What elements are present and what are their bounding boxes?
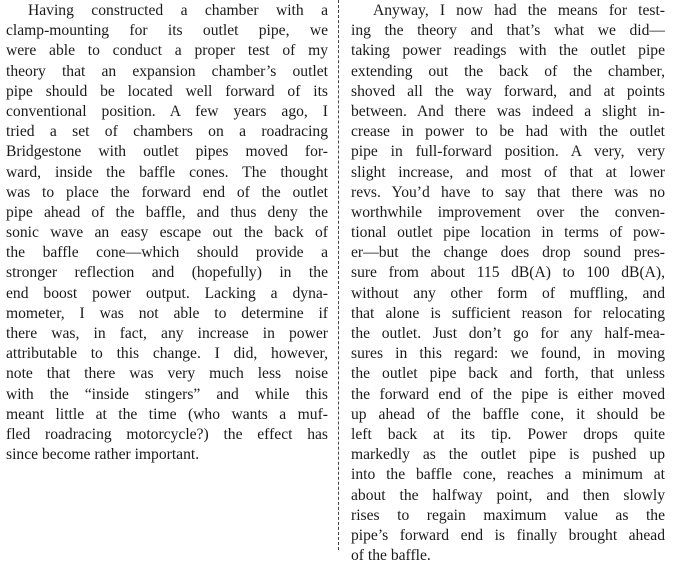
- text-line: between. And there was indeed a slight in-: [351, 102, 665, 120]
- text-line: the outlet. Just don’t go for any half-mea-: [351, 325, 665, 342]
- text-line: the forward end of the pipe is either moved: [351, 385, 665, 403]
- text-line: with the “inside stingers” and while this: [6, 385, 328, 403]
- text-line: pipe ahead of the baffle, and thus deny the: [6, 203, 328, 221]
- text-line: clamp-mounting for its outlet pipe, we: [6, 22, 328, 40]
- text-line: sonic wave an easy escape out the back of: [6, 224, 328, 242]
- text-line: mometer, I was not able to determine if: [6, 304, 328, 322]
- text-line: Anyway, I now had the means for test-: [373, 2, 665, 19]
- text-line: note that there was very much less noise: [6, 365, 328, 383]
- text-line: worthwhile improvement over the conven-: [351, 203, 665, 221]
- text-line: meant little at the time (who wants a muf-: [6, 405, 328, 423]
- text-line: stronger reflection and (hopefully) in the: [6, 264, 328, 282]
- text-line: tional outlet pipe location in terms of pow-: [351, 224, 665, 242]
- column-divider: [338, 0, 339, 550]
- text-line: slight increase, and most of that at lower: [351, 163, 665, 181]
- text-line: into the baffle cone, reaches a minimum at: [351, 466, 665, 484]
- text-line: Having constructed a chamber with a: [28, 2, 328, 19]
- text-line: about the halfway point, and then slowly: [351, 486, 665, 504]
- text-line: rises to regain maximum value as the: [351, 506, 665, 524]
- text-line: up ahead of the baffle cone, it should be: [351, 405, 665, 423]
- text-line: pipe’s forward end is finally brought ahead: [351, 526, 665, 544]
- text-line: Bridgestone with outlet pipes moved for-: [6, 143, 328, 161]
- text-line: sures in this regard: we found, in moving: [351, 345, 665, 363]
- text-line: ward, inside the baffle cones. The thought: [6, 163, 328, 181]
- text-line: since become rather important.: [6, 446, 200, 464]
- text-line: attributable to this change. I did, however,: [6, 345, 328, 363]
- text-line: markedly as the outlet pipe is pushed up: [351, 446, 665, 464]
- text-line: pipe in full-forward position. A very, very: [351, 143, 665, 161]
- text-line: left back at its tip. Power drops quite: [351, 425, 665, 443]
- text-line: the outlet pipe back and forth, that unless: [351, 365, 665, 383]
- text-line: sure from about 115 dB(A) to 100 dB(A),: [351, 264, 665, 282]
- text-line: end boost power output. Lacking a dyna-: [6, 284, 328, 302]
- text-line: the baffle cone—which should provide a: [6, 244, 328, 262]
- right-text-column: [351, 1, 665, 566]
- text-line: extending out the back of the chamber,: [351, 62, 665, 80]
- text-line: that alone is sufficient reason for relocating: [351, 304, 665, 322]
- text-line: er—but the change does drop sound pres-: [351, 244, 665, 262]
- text-line: was to place the forward end of the outlet: [6, 183, 328, 201]
- text-line: of the baffle.: [351, 547, 431, 565]
- text-line: there was, in fact, any increase in power: [6, 325, 328, 342]
- text-line: without any other form of muffling, and: [351, 284, 665, 302]
- text-line: taking power readings with the outlet pipe: [351, 42, 665, 60]
- text-line: crease in power to be had with the outlet: [351, 123, 665, 141]
- text-line: were able to conduct a proper test of my: [6, 42, 328, 60]
- text-line: revs. You’d have to say that there was no: [351, 183, 665, 201]
- text-line: tried a set of chambers on a roadracing: [6, 123, 328, 141]
- text-line: shoved all the way forward, and at points: [351, 82, 665, 100]
- text-line: theory that an expansion chamber’s outlet: [6, 62, 328, 80]
- text-line: fled roadracing motorcycle?) the effect has: [6, 425, 328, 443]
- text-line: pipe should be located well forward of its: [6, 82, 328, 100]
- text-line: conventional position. A few years ago, I: [6, 102, 328, 120]
- left-text-column: [6, 1, 328, 465]
- text-line: ing the theory and that’s what we did—: [351, 22, 665, 40]
